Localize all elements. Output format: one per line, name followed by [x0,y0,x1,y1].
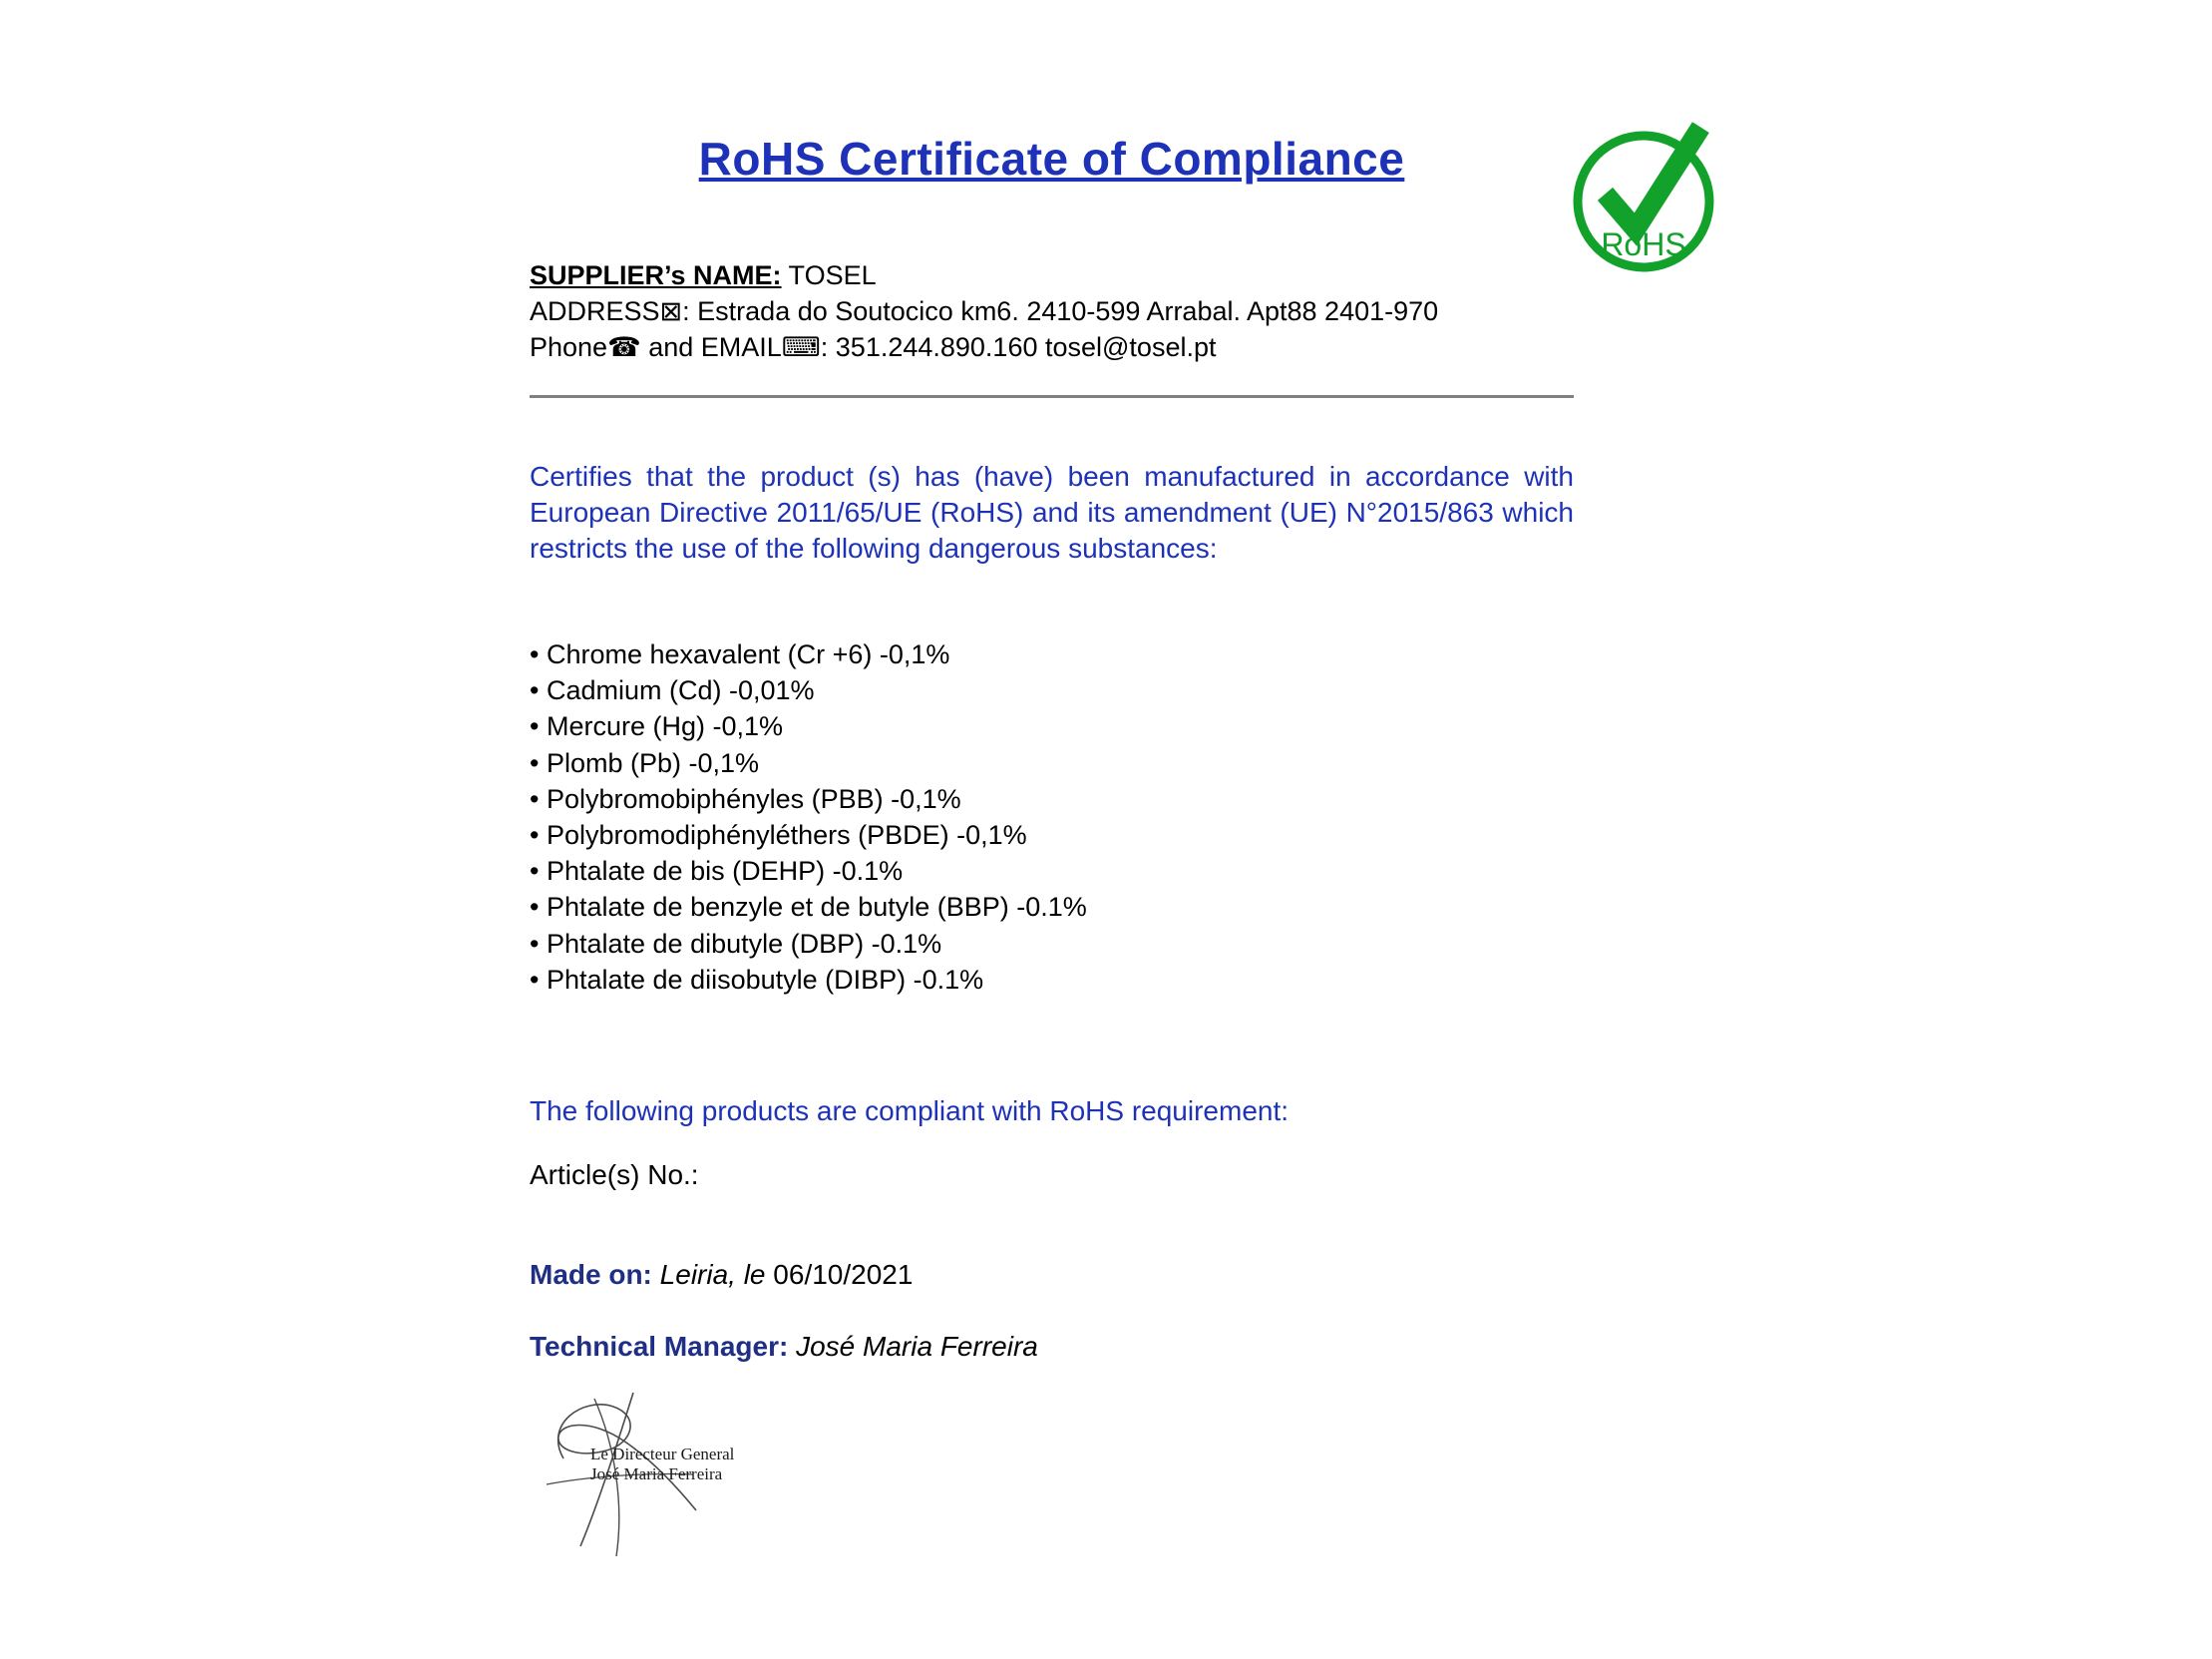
phone-icon: ☎ [607,332,641,362]
envelope-icon: ⊠ [659,296,683,326]
address-value: : Estrada do Soutocico km6. 2410-599 Arrabal. Apt88 2401-970 [682,296,1439,326]
compliance-statement: The following products are compliant with RoHS requirement: [530,1095,1290,1126]
articles-number-label: Article(s) No.: [530,1159,699,1190]
signature-title: Le Directeur General [590,1445,735,1463]
page-title: RoHS Certificate of Compliance [698,133,1405,185]
signature-block [529,1389,788,1568]
supplier-contact-line [530,329,1587,365]
list-item: • Plomb (Pb) -0,1% [530,745,1574,781]
list-item: • Phtalate de benzyle et de butyle (BBP) -0.1% [530,889,1574,925]
list-item: • Phtalate de bis (DEHP) -0.1% [530,853,1574,889]
list-item: • Chrome hexavalent (Cr +6) -0,1% [530,636,1574,672]
list-item: • Mercure (Hg) -0,1% [530,708,1574,744]
made-on-place: Leiria, le [651,1259,774,1290]
made-on-line [530,1259,913,1291]
supplier-name-label: SUPPLIER’s NAME: [530,260,782,290]
list-item: • Phtalate de dibutyle (DBP) -0.1% [530,926,1574,962]
address-label: ADDRESS [530,296,660,326]
email-label: and EMAIL [640,332,782,362]
supplier-name-value: TOSEL [781,260,877,290]
list-item: • Polybromobiphényles (PBB) -0,1% [530,781,1574,817]
computer-icon: ⌨ [781,332,821,362]
made-on-label: Made on: [530,1259,652,1290]
supplier-info-block [530,257,1587,365]
made-on-date: 06/10/2021 [773,1259,914,1290]
signature-text [590,1445,790,1484]
technical-manager-label: Technical Manager: [530,1331,789,1362]
phone-label: Phone [530,332,608,362]
supplier-name-line [530,257,1587,293]
restricted-substances-list [530,636,1574,998]
technical-manager-name: José Maria Ferreira [788,1331,1038,1362]
rohs-logo-label: RoHS [1601,226,1686,262]
rohs-check-icon [1568,118,1725,275]
rohs-compliance-logo [1568,118,1725,275]
contact-value: : 351.244.890.160 tosel@tosel.pt [820,332,1217,362]
list-item: • Cadmium (Cd) -0,01% [530,672,1574,708]
supplier-address-line [530,293,1587,329]
list-item: • Polybromodiphényléthers (PBDE) -0,1% [530,817,1574,853]
list-item: • Phtalate de diisobutyle (DIBP) -0.1% [530,962,1574,998]
certification-statement: Certifies that the product (s) has (have) been manufactured in accordance with European Directive 2011/65/UE (RoHS) and its amendment (UE) N°2015/863 which restricts the use of the following dangerous substances: [530,461,1574,564]
technical-manager-line [530,1331,1038,1363]
horizontal-divider [530,395,1574,398]
signature-name: José Maria Ferreira [590,1464,723,1483]
